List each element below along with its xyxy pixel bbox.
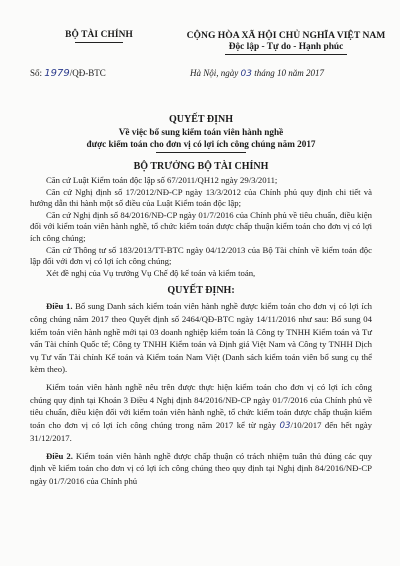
doc-number-suffix: /QĐ-BTC xyxy=(69,68,106,78)
decision-title: QUYẾT ĐỊNH xyxy=(169,114,233,125)
decision-subject xyxy=(30,126,372,150)
decide-heading: QUYẾT ĐỊNH: xyxy=(167,285,235,297)
article-2 xyxy=(30,450,372,488)
ministry-name: BỘ TÀI CHÍNH xyxy=(65,30,133,40)
article-2-text: Kiểm toán viên hành nghề được chấp thuận có trách nhiệm tuân thủ đúng các quy định về kiểm toán cho đơn vị có lợi ích công chúng theo quy định tại Nghị định 84/2016/NĐ-CP ngày 01/7/2016 của Chính phủ xyxy=(30,450,373,487)
legal-basis-item: Căn cứ Thông tư số 183/2013/TT-BTC ngày 04/12/2013 của Bộ Tài chính về kiểm toán độc lập đối với đơn vị có lợi ích công chúng; xyxy=(30,244,372,267)
subject-line-1: Về việc bổ sung kiểm toán viên hành nghề xyxy=(118,127,284,137)
legal-basis-item: Căn cứ Nghị định số 17/2012/NĐ-CP ngày 13/3/2012 của Chính phủ quy định chi tiết và hướng dẫn thi hành một số điều của Luật Kiểm toán độc lập; xyxy=(30,186,372,209)
article-1-p2-after: /10/2017 đến hết ngày 31/12/2017. xyxy=(30,419,373,444)
nation-name: CỘNG HÒA XÃ HỘI CHỦ NGHĨA VIỆT NAM xyxy=(186,30,386,41)
legal-bases xyxy=(30,175,372,279)
ministry-underline xyxy=(75,42,123,43)
doc-number-prefix: Số: xyxy=(30,68,43,78)
subject-line-2: được kiểm toán cho đơn vị có lợi ích công chúng năm 2017 xyxy=(86,139,316,149)
national-motto: Độc lập - Tự do - Hạnh phúc xyxy=(228,42,344,52)
doc-number-handwritten: 1979 xyxy=(44,68,70,79)
motto-underline xyxy=(225,54,347,55)
national-title-block xyxy=(180,30,392,55)
legal-basis-item: Căn cứ Nghị định số 84/2016/NĐ-CP ngày 01/7/2016 của Chính phủ về tiêu chuẩn, điều kiện đối với kiểm toán viên hành nghề, tổ chức kiểm toán được chấp thuận kiểm toán cho đơn vị có lợi ích công chúng; xyxy=(30,209,372,243)
place-date-suffix: tháng 10 năm 2017 xyxy=(254,68,324,78)
article-1-label: Điều 1. xyxy=(46,301,73,312)
subject-underline xyxy=(156,152,246,153)
article-1-text: Bổ sung Danh sách kiểm toán viên hành nghề được kiểm toán cho đơn vị có lợi ích công chúng năm 2017 theo Quyết định số 2464/QĐ-BTC ngày 14/11/2016 như sau: Bổ sung 04 kiểm toán viên hành nghề mới tại 03 doanh nghiệp kiểm toán là Công ty TNHH Kiểm toán và Tư vấn Tài chính Quốc tế; Công ty TNHH Kiểm toán và Định giá Việt Nam và Công ty TNHH Dịch vụ Tư vấn Tài chính Kế toán và Kiểm toán Nam Việt (Danh sách kiểm toán viên bổ sung cụ thể kèm theo). xyxy=(30,301,373,375)
article-1 xyxy=(30,300,372,376)
issuing-agency-block xyxy=(44,30,154,43)
place-and-date xyxy=(190,68,324,79)
place-date-prefix: Hà Nội, ngày xyxy=(190,68,239,78)
article-2-label: Điều 2. xyxy=(46,450,73,461)
article-1-p2-before: Kiểm toán viên hành nghề nêu trên được thực hiện kiểm toán cho đơn vị có lợi ích công chúng quy định tại Khoản 3 Điều 4 Nghị định 84/2016/NĐ-CP ngày 01/7/2016 của Chính phủ về tiêu chuẩn, điều kiện đối với kiểm toán viên hành nghề, tổ chức kiểm toán được chấp thuận kiểm toán cho đơn vị có lợi ích công chúng trong năm 2017 kể từ ngày xyxy=(30,381,372,430)
issuer-title: BỘ TRƯỞNG BỘ TÀI CHÍNH xyxy=(133,161,269,172)
place-date-day-handwritten: 03 xyxy=(240,69,252,79)
document-header xyxy=(30,26,386,96)
articles xyxy=(30,300,372,487)
document-number xyxy=(30,68,106,79)
article-1-p2-handwritten-day: 03 xyxy=(279,420,291,431)
legal-basis-item: Xét đề nghị của Vụ trưởng Vụ Chế độ kế toán và kiểm toán, xyxy=(46,267,256,278)
legal-basis-item: Căn cứ Luật Kiểm toán độc lập số 67/2011/QH12 ngày 29/3/2011; xyxy=(46,175,278,185)
article-1-paragraph-2 xyxy=(30,381,372,445)
